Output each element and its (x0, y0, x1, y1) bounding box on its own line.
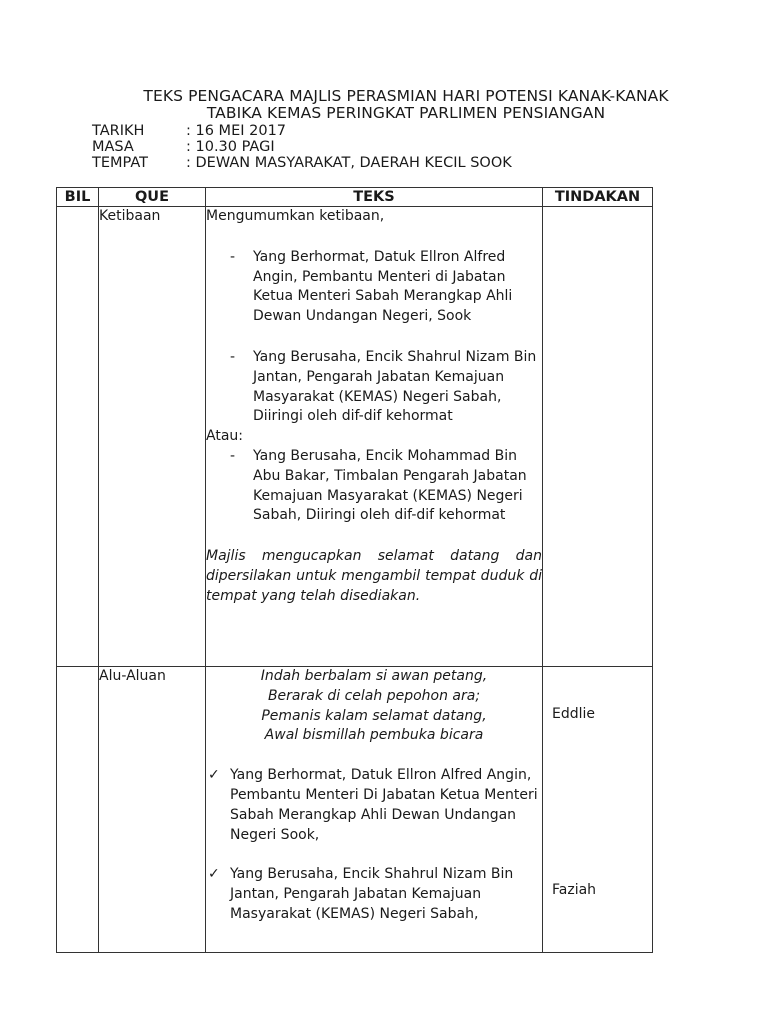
header-teks: TEKS (206, 188, 543, 207)
list-item-text: Yang Berusaha, Encik Mohammad Bin Abu Bakar, Timbalan Pengarah Jabatan Kemajuan Masyarakat (KEMAS) Negeri Sabah, Diiringi oleh dif-dif kehormat (253, 447, 527, 524)
document-title-line-2: TABIKA KEMAS PERINGKAT PARLIMEN PENSIANGAN (206, 104, 606, 122)
table-header-row (57, 188, 653, 207)
closing-text: Majlis mengucapkan selamat datang dan dipersilakan untuk mengambil tempat duduk di tempat yang telah disediakan. (206, 548, 542, 604)
meta-key: MASA (92, 139, 134, 155)
list-item (206, 248, 542, 327)
list-item-text: Yang Berhormat, Datuk Ellron Alfred Angin, Pembantu Menteri Di Jabatan Ketua Menteri Sabah Merangkap Ahli Dewan Undangan Negeri Sook, (230, 767, 538, 843)
list-item-text: Yang Berusaha, Encik Shahrul Nizam Bin Jantan, Pengarah Jabatan Kemajuan Masyarakat (KEMAS) Negeri Sabah, (230, 866, 514, 922)
meta-value: : 10.30 PAGI (186, 139, 275, 155)
list-item (206, 766, 542, 845)
cell-que: Alu-Aluan (99, 667, 206, 953)
table-row (57, 667, 653, 953)
cell-bil (57, 667, 99, 953)
document-title-line-1: TEKS PENGACARA MAJLIS PERASMIAN HARI POTENSI KANAK-KANAK (143, 87, 669, 105)
atau-label: Atau: (206, 428, 243, 445)
cell-bil (57, 207, 99, 667)
meta-value: : 16 MEI 2017 (186, 123, 287, 139)
checkmark-icon: ✓ (208, 767, 220, 784)
pantun-line: Berarak di celah pepohon ara; (267, 687, 481, 704)
list-item-text: Yang Berusaha, Encik Shahrul Nizam Bin Jantan, Pengarah Jabatan Kemajuan Masyarakat (KEMAS) Negeri Sabah, Diiringi oleh dif-dif kehormat (253, 348, 537, 425)
dash-marker: - (230, 447, 236, 464)
cell-tindakan (543, 207, 653, 667)
cell-que: Ketibaan (99, 207, 206, 667)
checkmark-icon: ✓ (208, 866, 220, 883)
list-item (206, 865, 542, 924)
list-item-text: Yang Berhormat, Datuk Ellron Alfred Angin, Pembantu Menteri di Jabatan Ketua Menteri Sabah Merangkap Ahli Dewan Undangan Negeri, Sook (253, 248, 513, 325)
pantun-line: Indah berbalam si awan petang, (260, 668, 488, 684)
intro-text: Mengumumkan ketibaan, (206, 208, 385, 224)
meta-tempat (92, 154, 512, 173)
table-row (57, 207, 653, 667)
meta-value: : DEWAN MASYARAKAT, DAERAH KECIL SOOK (186, 155, 512, 171)
cell-tindakan (543, 667, 653, 953)
header-que: QUE (99, 188, 206, 207)
meta-key: TARIKH (92, 123, 145, 139)
list-item (206, 447, 542, 526)
pantun (206, 667, 542, 746)
program-table (56, 187, 653, 953)
dash-marker: - (230, 248, 236, 265)
tindakan-name-2: Faziah (552, 882, 597, 898)
meta-key: TEMPAT (92, 155, 148, 171)
pantun-line: Pemanis kalam selamat datang, (261, 707, 487, 724)
header-bil: BIL (57, 188, 99, 207)
cell-teks (206, 667, 543, 953)
cell-teks (206, 207, 543, 667)
dash-marker: - (230, 348, 236, 365)
list-item (206, 348, 542, 427)
pantun-line: Awal bismillah pembuka bicara (264, 727, 484, 744)
header-tindakan: TINDAKAN (543, 188, 653, 207)
tindakan-name-1: Eddlie (552, 706, 596, 722)
